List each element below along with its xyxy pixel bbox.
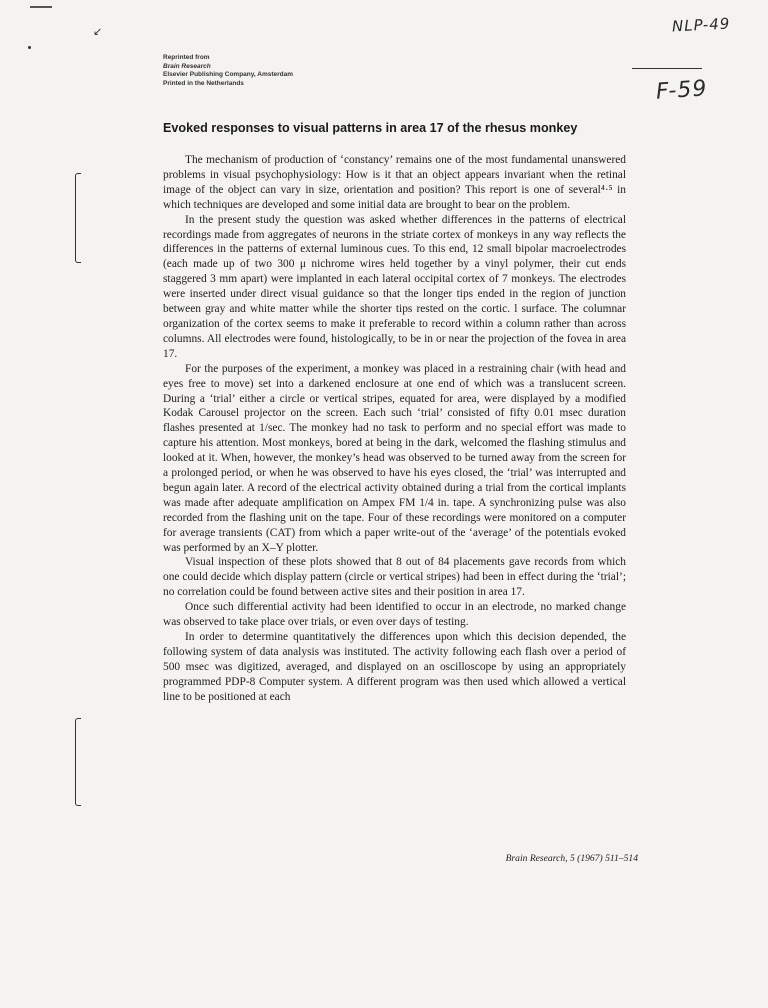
paragraph: Once such differential activity had been identified to occur in an electrode, no marked change was observed to take place over trials, or even over days of testing. bbox=[163, 601, 626, 629]
handwritten-underline bbox=[632, 68, 702, 69]
scan-tick-mark: ↙ bbox=[93, 25, 103, 38]
handwritten-reference: F-59 bbox=[655, 76, 709, 105]
reprint-publisher: Elsevier Publishing Company, Amsterdam bbox=[163, 71, 294, 78]
margin-bracket bbox=[75, 718, 81, 806]
margin-bracket bbox=[75, 173, 81, 263]
scan-dot bbox=[28, 46, 31, 49]
handwritten-document-number: NLP-49 bbox=[671, 14, 731, 36]
paragraph: For the purposes of the experiment, a monkey was placed in a restraining chair (with head and eyes free to move) set into a darkened enclosure at one end of which was a translucent screen. During a ‘trial’ either a circle or vertical stripes, equated for area, were displayed by a modified Kodak Carousel projector on the screen. Each such ‘trial’ consisted of fifty 0.01 msec duration flashes presented at 1/sec. The monkey had no task to perform and no special effort was made to capture his attention. Most monkeys, bored at being in the dark, welcomed the flashing stimulus and looked at it. When, however, the monkey’s head was observed to be turned away from the screen for a prolonged period, or when he was observed to have his eyes closed, the ‘trial’ was interrupted and begun again later. A record of the electrical activity obtained during a trial from the cortical implants was made after adequate amplification on Ampex FM 1/4 in. tape. A synchronizing pulse was also recorded from the flashing unit on the tape. Four of these recordings were monitored on a computer for average transients (CAT) from which a paper write-out of the ‘average’ of the potentials evoked was performed by an X–Y plotter. bbox=[163, 362, 626, 554]
scan-corner-mark bbox=[30, 0, 52, 8]
reprint-line: Reprinted from bbox=[163, 54, 210, 61]
reprint-journal: Brain Research bbox=[163, 62, 211, 70]
paragraph: In order to determine quantitatively the differences upon which this decision depended, the following system of data analysis was instituted. The activity following each flash over a period of 500 msec was digitized, averaged, and displayed on an oscilloscope by using an appropriately programmed PDP-8 Computer system. A different program was then used which allowed a vertical line to be positioned at each bbox=[163, 631, 626, 703]
journal-citation: Brain Research, 5 (1967) 511–514 bbox=[505, 853, 638, 864]
article-body bbox=[163, 153, 626, 705]
reprint-printed: Printed in the Netherlands bbox=[163, 79, 244, 87]
paragraph: In the present study the question was asked whether differences in the patterns of electrical recordings made from aggregates of neurons in the striate cortex of monkeys in any way reflects the differences in the patterns of external luminous cues. To this end, 12 small bipolar macroelectrodes (each made up of two 300 μ nichrome wires held together by a vinyl polymer, their cut ends staggered 3 mm apart) were implanted in each lateral occipital cortex of 7 monkeys. The electrodes were inserted under direct visual guidance so that the longer tips ended in the region of junction between gray and white matter while the shorter tips rested on the cortic. l surface. The columnar organization of the cortex seems to make it preferable to record within a column rather than across columns. All electrodes were found, histologically, to be in or near the projection of the fovea in area 17. bbox=[163, 213, 626, 360]
reprint-notice bbox=[163, 54, 293, 88]
paragraph: The mechanism of production of ‘constancy’ remains one of the most fundamental unanswered problems in visual psychophysiology: How is it that an object appears invariant when the retinal image of the object can vary in size, orientation and position? This report is one of several⁴·⁵ in which techniques are developed and some initial data are brought to bear on the problem. bbox=[163, 154, 626, 211]
article-title: Evoked responses to visual patterns in area 17 of the rhesus monkey bbox=[163, 121, 578, 135]
paragraph: Visual inspection of these plots showed that 8 out of 84 placements gave records from which one could decide which display pattern (circle or vertical stripes) had been in effect during the ‘trial’; no correlation could be found between active sites and their position in area 17. bbox=[163, 556, 626, 599]
